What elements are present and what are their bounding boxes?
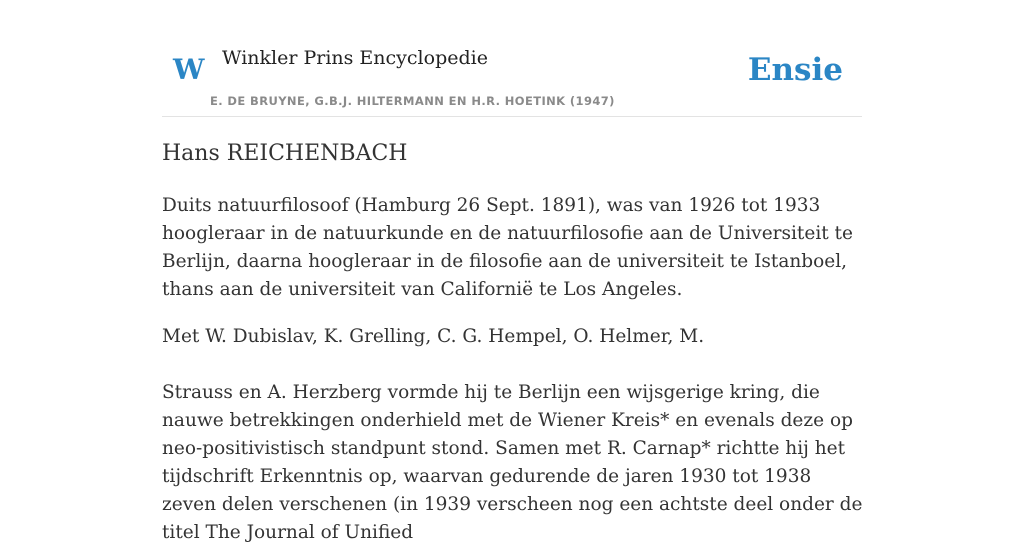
ensie-brand-logo[interactable]: Ensie xyxy=(747,52,843,88)
header xyxy=(162,30,862,117)
article-paragraph: Met W. Dubislav, K. Grelling, C. G. Hempel, O. Helmer, M. xyxy=(162,326,705,347)
article-title: Hans REICHENBACH xyxy=(162,141,408,166)
article-content xyxy=(162,138,867,547)
publication-title[interactable]: Winkler Prins Encyclopedie xyxy=(222,47,488,69)
article-paragraph: Strauss en A. Herzberg vormde hij te Berlijn een wijsgerige kring, die nauwe betrekkingen onderhield met de Wiener Kreis* en evenals deze op neo-positivistisch standpunt stond. Samen met R. Carnap* richtte hij het tijdschrift Erkenntnis op, waarvan gedurende de jaren 1930 tot 1938 zeven delen verschenen (in 1939 verscheen nog een achtste deel onder de titel The Journal of Unified xyxy=(162,382,863,543)
winkler-prins-logo-icon[interactable]: W xyxy=(173,53,205,86)
article-paragraph: Duits natuurfilosoof (Hamburg 26 Sept. 1891), was van 1926 tot 1933 hoogleraar in de natuurkunde en de natuurfilosofie aan de Universiteit te Berlijn, daarna hoogleraar in de filosofie aan de universiteit te Istanboel, thans aan de universiteit van Californië te Los Angeles. xyxy=(162,195,853,300)
publication-authors: E. DE BRUYNE, G.B.J. HILTERMANN EN H.R. HOETINK (1947) xyxy=(210,94,615,108)
